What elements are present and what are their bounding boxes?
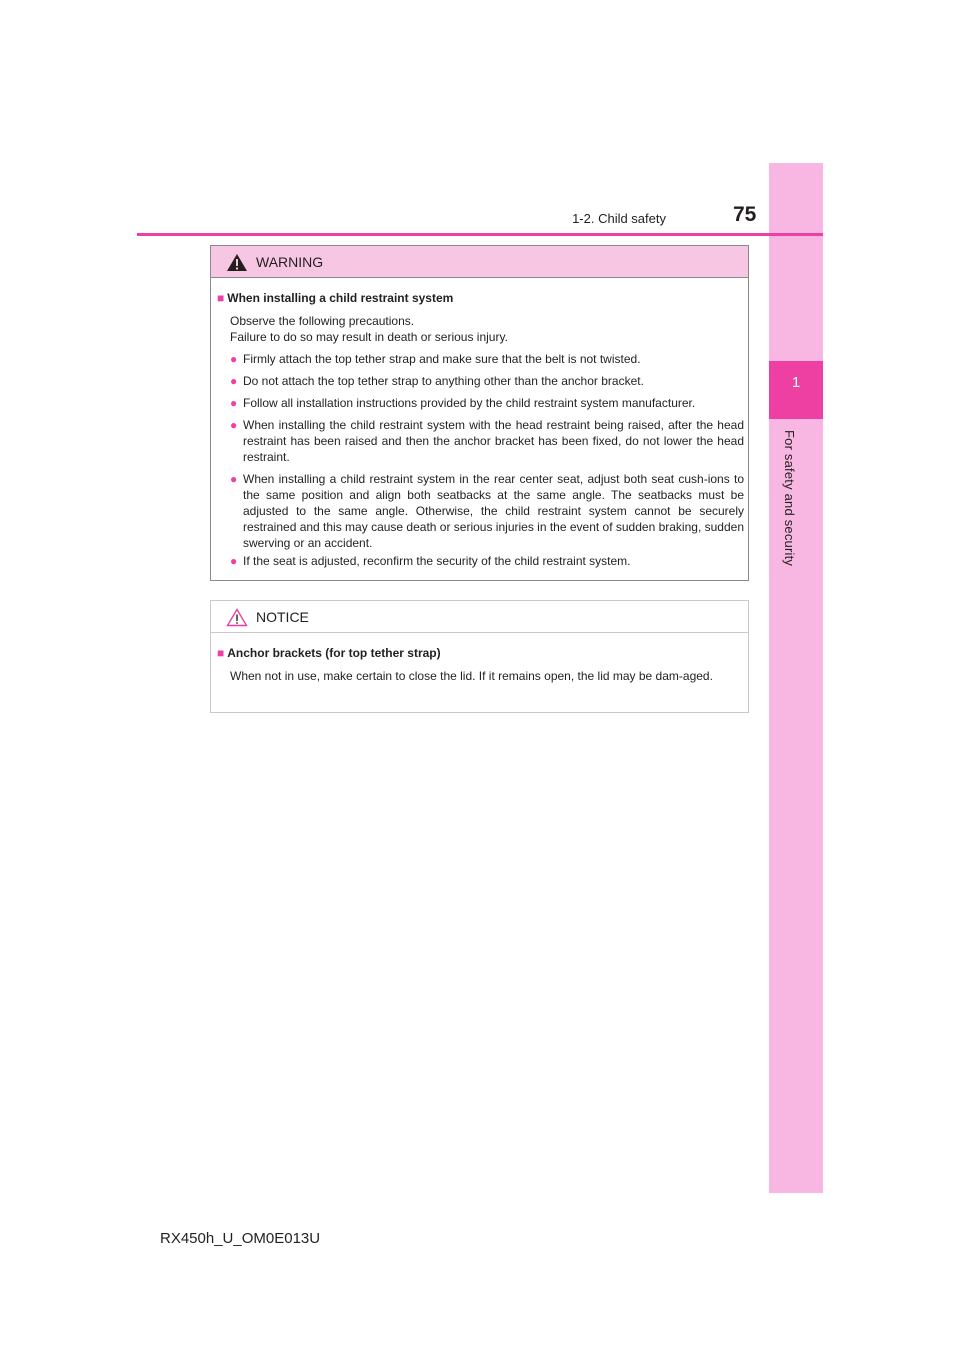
circle-bullet-icon: ● bbox=[230, 396, 238, 410]
warning-bullet-text: If the seat is adjusted, reconfirm the security of the child restraint system. bbox=[243, 554, 631, 568]
warning-bullet bbox=[230, 471, 744, 551]
chapter-number: 1 bbox=[791, 374, 801, 391]
circle-bullet-icon: ● bbox=[230, 352, 238, 366]
chapter-tab bbox=[769, 361, 823, 419]
notice-text: When not in use, make certain to close the lid. If it remains open, the lid may be dam-aged. bbox=[230, 669, 713, 683]
warning-bullet bbox=[230, 395, 744, 411]
warning-box bbox=[210, 245, 749, 581]
circle-bullet-icon: ● bbox=[230, 374, 238, 388]
warning-bullet-text: When installing a child restraint system in the rear center seat, adjust both seat cush-ions to the same position and align both seatbacks at the same angle. The seatbacks must be adjusted to the same angle. Otherwise, the child restraint system cannot be securely restrained and this may cause death or serious injuries in the event of sudden braking, sudden swerving or an accident. bbox=[243, 472, 744, 550]
warning-section-title-text: When installing a child restraint system bbox=[227, 291, 454, 305]
notice-box bbox=[210, 600, 749, 713]
warning-bullet-text: When installing the child restraint system with the head restraint being raised, after the head restraint has been raised and then the anchor bracket has been fixed, do not lower the head restraint. bbox=[243, 418, 744, 464]
warning-header bbox=[211, 246, 748, 278]
warning-bullet-text: Follow all installation instructions provided by the child restraint system manufacturer. bbox=[243, 396, 696, 410]
warning-bullet bbox=[230, 417, 744, 465]
warning-triangle-filled-icon bbox=[226, 253, 248, 272]
square-bullet-icon: ■ bbox=[217, 646, 225, 660]
notice-section-title bbox=[217, 646, 441, 660]
warning-bullet bbox=[230, 373, 744, 389]
warning-section-title bbox=[217, 291, 453, 305]
circle-bullet-icon: ● bbox=[230, 472, 238, 486]
warning-triangle-outline-icon bbox=[226, 608, 248, 627]
warning-bullet bbox=[230, 553, 744, 569]
circle-bullet-icon: ● bbox=[230, 554, 238, 568]
section-title: 1-2. Child safety bbox=[572, 211, 666, 226]
chapter-title: For safety and security bbox=[782, 430, 797, 567]
page-number: 75 bbox=[733, 203, 757, 226]
warning-bullet bbox=[230, 351, 744, 367]
manual-code: RX450h_U_OM0E013U bbox=[160, 1230, 321, 1247]
square-bullet-icon: ■ bbox=[217, 291, 225, 305]
warning-title: WARNING bbox=[256, 254, 324, 270]
chapter-side-band bbox=[769, 163, 823, 1193]
notice-title: NOTICE bbox=[256, 609, 309, 625]
notice-section-title-text: Anchor brackets (for top tether strap) bbox=[227, 646, 441, 660]
warning-intro-line2: Failure to do so may result in death or serious injury. bbox=[230, 330, 508, 344]
warning-bullet-text: Firmly attach the top tether strap and make sure that the belt is not twisted. bbox=[243, 352, 641, 366]
warning-intro-line1: Observe the following precautions. bbox=[230, 314, 415, 328]
header-rule bbox=[137, 233, 823, 236]
circle-bullet-icon: ● bbox=[230, 418, 238, 432]
warning-bullet-text: Do not attach the top tether strap to anything other than the anchor bracket. bbox=[243, 374, 644, 388]
notice-header bbox=[211, 601, 748, 633]
